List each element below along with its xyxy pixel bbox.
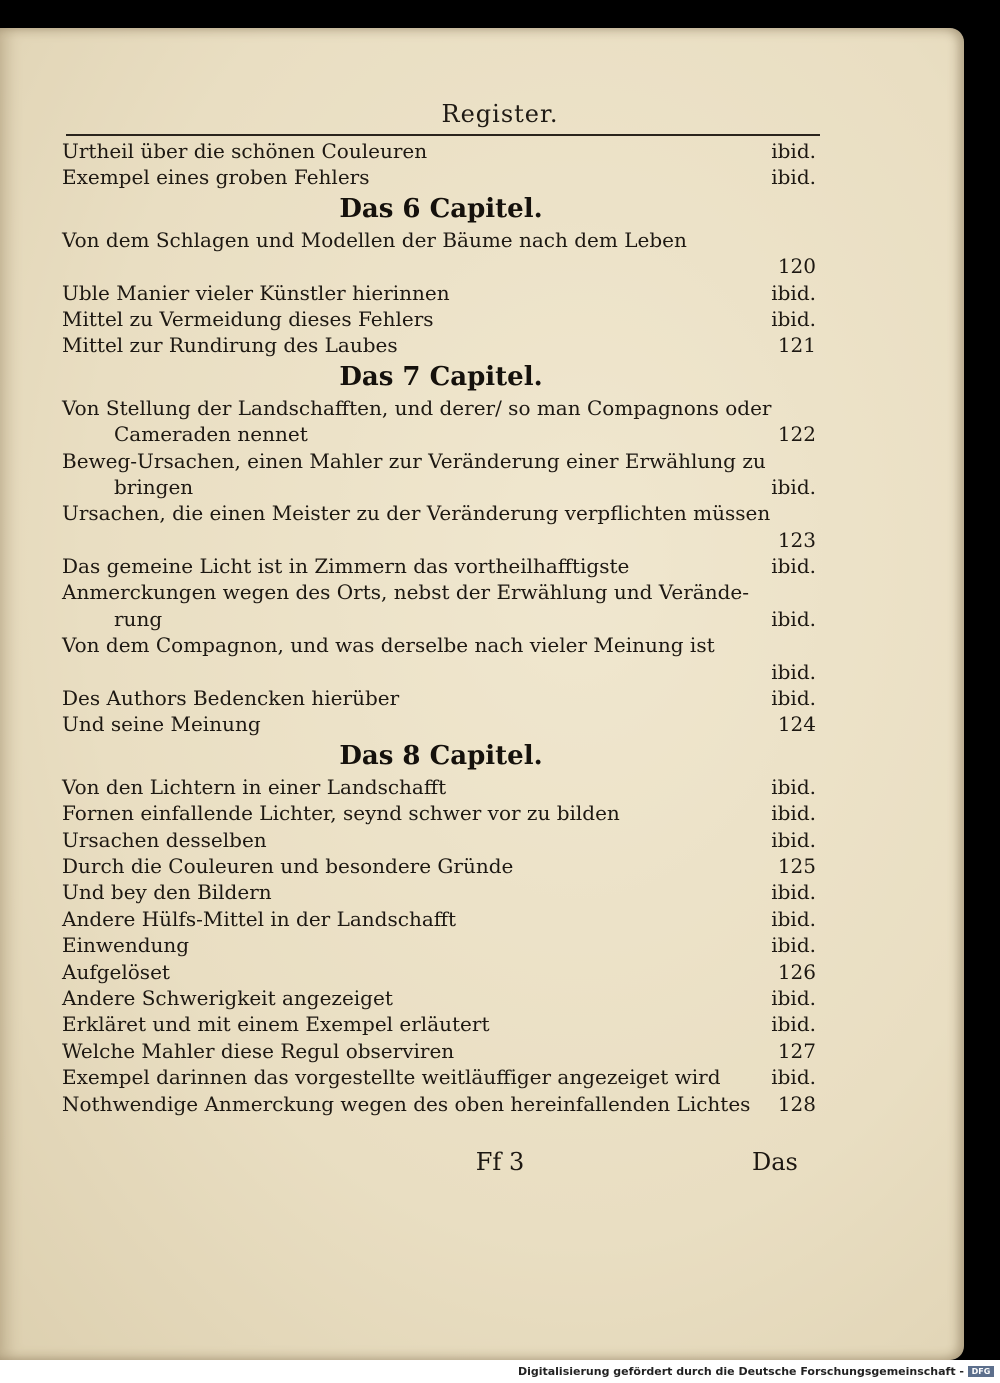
register-entry — [62, 500, 820, 526]
entry-page-ref: ibid. — [771, 686, 816, 711]
entry-page-ref: 128 — [777, 1091, 816, 1116]
register-entry — [62, 959, 820, 985]
entry-text: Von dem Compagnon, und was derselbe nach vieler Meinung ist — [62, 633, 715, 658]
entry-text: Von den Lichtern in einer Landschafft — [62, 774, 447, 799]
entry-page-ref: ibid. — [771, 933, 816, 958]
dfg-logo: DFG — [968, 1366, 994, 1377]
register-entry — [62, 1064, 820, 1090]
entry-page-ref: ibid. — [771, 659, 816, 684]
catchword: Das — [752, 1148, 798, 1176]
entry-page-ref: 125 — [777, 853, 816, 878]
register-entry — [62, 280, 820, 306]
register-entry — [62, 395, 820, 421]
entry-text: Uble Manier vieler Künstler hierinnen — [62, 280, 450, 305]
entry-page-ref: ibid. — [771, 280, 816, 305]
register-entry — [62, 1038, 820, 1064]
register-entry — [62, 448, 820, 474]
entry-page-ref: ibid. — [771, 1065, 816, 1090]
entry-page-ref: ibid. — [771, 774, 816, 799]
chapter-heading: Das 8 Capitel. — [339, 740, 543, 771]
register-entry — [62, 1011, 820, 1037]
entry-text: Das gemeine Licht ist in Zimmern das vortheilhafftigste — [62, 554, 630, 579]
entry-page-ref: ibid. — [771, 801, 816, 826]
register-entry — [62, 985, 820, 1011]
entry-text: Beweg-Ursachen, einen Mahler zur Veränderung einer Erwählung zu — [62, 448, 766, 473]
entry-page-ref: 124 — [777, 712, 816, 737]
signature-mark: Ff 3 — [475, 1148, 525, 1176]
register-entry — [62, 906, 820, 932]
entry-text: Aufgelöset — [62, 959, 170, 984]
register-entry — [62, 774, 820, 800]
entry-text: Mittel zu Vermeidung dieses Fehlers — [62, 306, 434, 331]
entry-page-ref: 120 — [777, 254, 816, 279]
entry-text: Ursachen desselben — [62, 827, 267, 852]
register-entry — [62, 253, 820, 279]
entry-page-ref: ibid. — [771, 306, 816, 331]
register-entry — [62, 800, 820, 826]
register-entry — [62, 659, 820, 685]
entry-text: Andere Hülfs-Mittel in der Landschafft — [62, 906, 456, 931]
register-entry — [62, 579, 820, 605]
register-entry — [62, 553, 820, 579]
entry-page-ref: ibid. — [771, 906, 816, 931]
register-entry — [62, 853, 820, 879]
entry-text: Mittel zur Rundirung des Laubes — [62, 333, 398, 358]
register-entry — [62, 138, 820, 164]
entry-page-ref: ibid. — [771, 606, 816, 631]
entry-text: Nothwendige Anmerckung wegen des oben hereinfallenden Lichtes — [62, 1091, 751, 1116]
entry-text: Durch die Couleuren und besondere Gründe — [62, 853, 514, 878]
entry-text: Von Stellung der Landschafften, und derer/ so man Compagnons oder — [62, 395, 772, 420]
running-header: Register. — [441, 100, 559, 128]
entry-page-ref: ibid. — [771, 554, 816, 579]
register-entry — [62, 227, 820, 253]
entry-text: Erkläret und mit einem Exempel erläutert — [62, 1012, 490, 1037]
entry-text: bringen — [114, 474, 194, 499]
entry-page-ref: ibid. — [771, 474, 816, 499]
entry-text: Exempel eines groben Fehlers — [62, 165, 370, 190]
entry-text: Urtheil über die schönen Couleuren — [62, 139, 428, 163]
chapter-heading: Das 6 Capitel. — [339, 193, 543, 224]
entry-text: Und bey den Bildern — [62, 880, 272, 905]
entry-page-ref: ibid. — [771, 139, 816, 163]
entry-text: Welche Mahler diese Regul observiren — [62, 1038, 455, 1063]
register-entry — [62, 632, 820, 658]
register-entry — [62, 606, 820, 632]
entry-page-ref: ibid. — [771, 985, 816, 1010]
entry-page-ref: ibid. — [771, 827, 816, 852]
register-entry — [62, 879, 820, 905]
register-entry — [62, 306, 820, 332]
entry-text: Und seine Meinung — [62, 712, 261, 737]
register-entry — [62, 421, 820, 447]
register-entry — [62, 332, 820, 358]
entry-page-ref: 121 — [777, 333, 816, 358]
attribution-text: Digitalisierung gefördert durch die Deutsche Forschungsgemeinschaft - — [517, 1365, 964, 1378]
entry-text: rung — [114, 606, 163, 631]
chapter-heading: Das 7 Capitel. — [339, 361, 543, 392]
register-entry — [62, 711, 820, 737]
entry-text: Des Authors Bedencken hierüber — [62, 686, 400, 711]
entry-text: Von dem Schlagen und Modellen der Bäume nach dem Leben — [62, 227, 687, 252]
register-entry — [62, 827, 820, 853]
entry-page-ref: ibid. — [771, 880, 816, 905]
entry-page-ref: 126 — [777, 959, 816, 984]
entry-text: Einwendung — [62, 933, 190, 958]
entry-text: Anmerckungen wegen des Orts, nebst der Erwählung und Verände- — [62, 580, 749, 605]
entry-text: Exempel darinnen das vorgestellte weitläuffiger angezeiget wird — [62, 1065, 721, 1090]
register-entry — [62, 474, 820, 500]
entry-text: Andere Schwerigkeit angezeiget — [62, 985, 393, 1010]
entry-text: Ursachen, die einen Meister zu der Veränderung verpflichten müssen — [62, 501, 771, 526]
entry-page-ref: 123 — [777, 527, 816, 552]
register-entry — [62, 685, 820, 711]
header-rule — [66, 134, 820, 136]
entry-page-ref: 127 — [777, 1038, 816, 1063]
entry-page-ref: ibid. — [771, 165, 816, 190]
entry-page-ref: ibid. — [771, 1012, 816, 1037]
register-entry — [62, 932, 820, 958]
entry-text: Fornen einfallende Lichter, seynd schwer vor zu bilden — [62, 801, 620, 826]
attribution-bar — [0, 1360, 1000, 1383]
register-entry — [62, 1091, 820, 1117]
register-entries — [62, 138, 820, 1117]
register-entry — [62, 527, 820, 553]
register-entry — [62, 164, 820, 190]
entry-page-ref: 122 — [777, 422, 816, 447]
entry-text: Cameraden nennet — [114, 422, 308, 447]
